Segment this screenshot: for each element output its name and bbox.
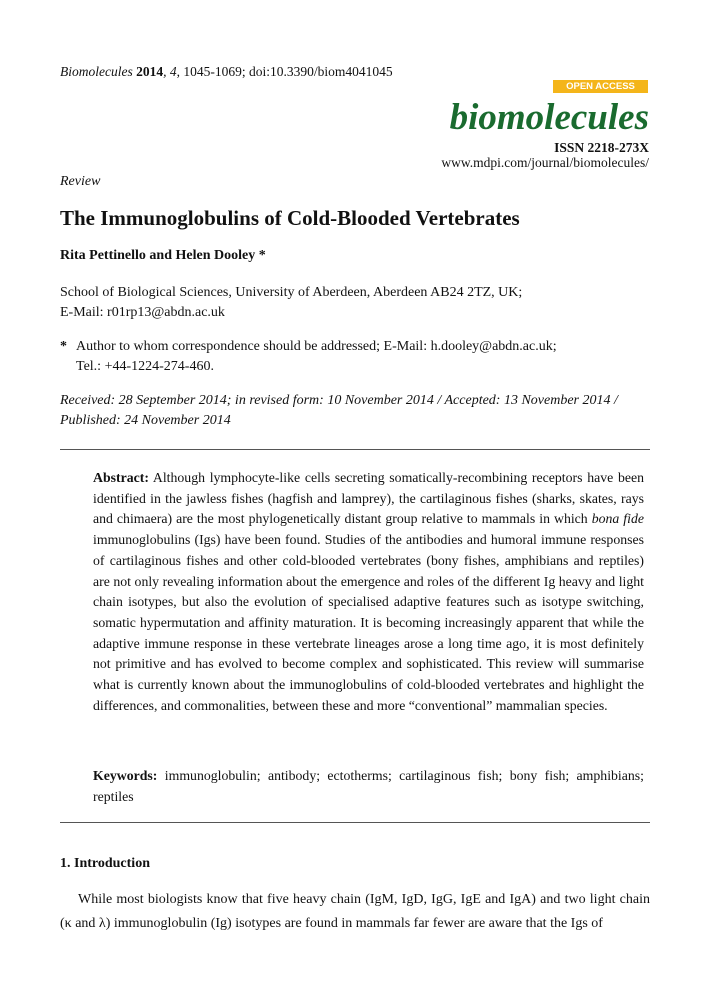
citation-year: 2014 bbox=[136, 64, 164, 79]
keywords-text: immunoglobulin; antibody; ectotherms; cartilaginous fish; bony fish; amphibians; reptiles bbox=[93, 768, 644, 804]
bottom-divider bbox=[60, 822, 650, 823]
affiliation bbox=[60, 283, 522, 323]
dates-received-accepted: Received: 28 September 2014; in revised form: 10 November 2014 / Accepted: 13 November 2014 / bbox=[60, 393, 618, 408]
abstract bbox=[93, 468, 644, 716]
correspondence-email: Author to whom correspondence should be addressed; E-Mail: h.dooley@abdn.ac.uk; bbox=[76, 339, 557, 354]
issn: ISSN 2218-273X bbox=[554, 140, 649, 155]
journal-name: biomolecules bbox=[449, 97, 649, 138]
affiliation-address: School of Biological Sciences, University of Aberdeen, Aberdeen AB24 2TZ, UK; bbox=[60, 285, 523, 300]
correspondence-phone: Tel.: +44-1224-274-460. bbox=[76, 359, 214, 374]
keywords bbox=[93, 766, 644, 807]
abstract-label: Abstract: bbox=[93, 470, 149, 485]
citation-volume: 4 bbox=[169, 64, 177, 79]
top-divider bbox=[60, 449, 650, 450]
abstract-text-2: immunoglobulins (Igs) have been found. Studies of the antibodies and humoral immune responses of cartilaginous fishes and other cold-blooded vertebrates (bony fishes, amphibians and reptiles) are not only revealing information about the emergence and roles of the different Ig heavy and light chain isotypes, but also the evolution of specialised adaptive features such as isotype switching, somatic hypermutation and affinity maturation. It is becoming increasingly apparent that while the adaptive immune response in these vertebrate lineages arose a long time ago, it is most definitely not primitive and has evolved to become complex and sophisticated. This review will summarise what is currently known about the immunoglobulins of cold-blooded vertebrates and highlight the differences, and commonalities, between these and more “conventional” mammalian species. bbox=[93, 532, 644, 713]
article-type: Review bbox=[60, 174, 101, 189]
citation-line: Biomolecules 2014, 4, 1045-1069; doi:10.3390/biom4041045 bbox=[60, 64, 393, 79]
article-title: The Immunoglobulins of Cold-Blooded Vertebrates bbox=[60, 206, 520, 230]
section-heading: 1. Introduction bbox=[60, 856, 150, 871]
author-list: Rita Pettinello and Helen Dooley * bbox=[60, 248, 266, 263]
keywords-label: Keywords: bbox=[93, 768, 158, 783]
correspondence-marker: * bbox=[60, 339, 67, 354]
abstract-italic: bona fide bbox=[591, 511, 645, 527]
affiliation-email[interactable]: E-Mail: r01rp13@abdn.ac.uk bbox=[60, 305, 225, 320]
correspondence-note bbox=[60, 337, 557, 377]
citation-details: , 1045-1069; doi:10.3390/biom4041045 bbox=[176, 64, 393, 79]
dates-published: Published: 24 November 2014 bbox=[60, 413, 231, 428]
publication-dates bbox=[60, 391, 650, 431]
abstract-text-1: Although lymphocyte-like cells secreting somatically-recombining receptors have been identified in the jawless fishes (hagfish and lamprey), the cartilaginous fishes (sharks, skates, rays and chimaera) are the most phylogenetically distant group relative to mammals in which bbox=[93, 470, 644, 527]
citation-journal: Biomolecules bbox=[60, 64, 133, 79]
journal-url[interactable]: www.mdpi.com/journal/biomolecules/ bbox=[441, 155, 649, 170]
introduction-paragraph: While most biologists know that five heavy chain (IgM, IgD, IgG, IgE and IgA) and two light chain (κ and λ) immunoglobulin (Ig) isotypes are found in mammals far fewer are aware that the Igs of bbox=[60, 892, 650, 931]
open-access-badge: OPEN ACCESS bbox=[553, 80, 648, 93]
